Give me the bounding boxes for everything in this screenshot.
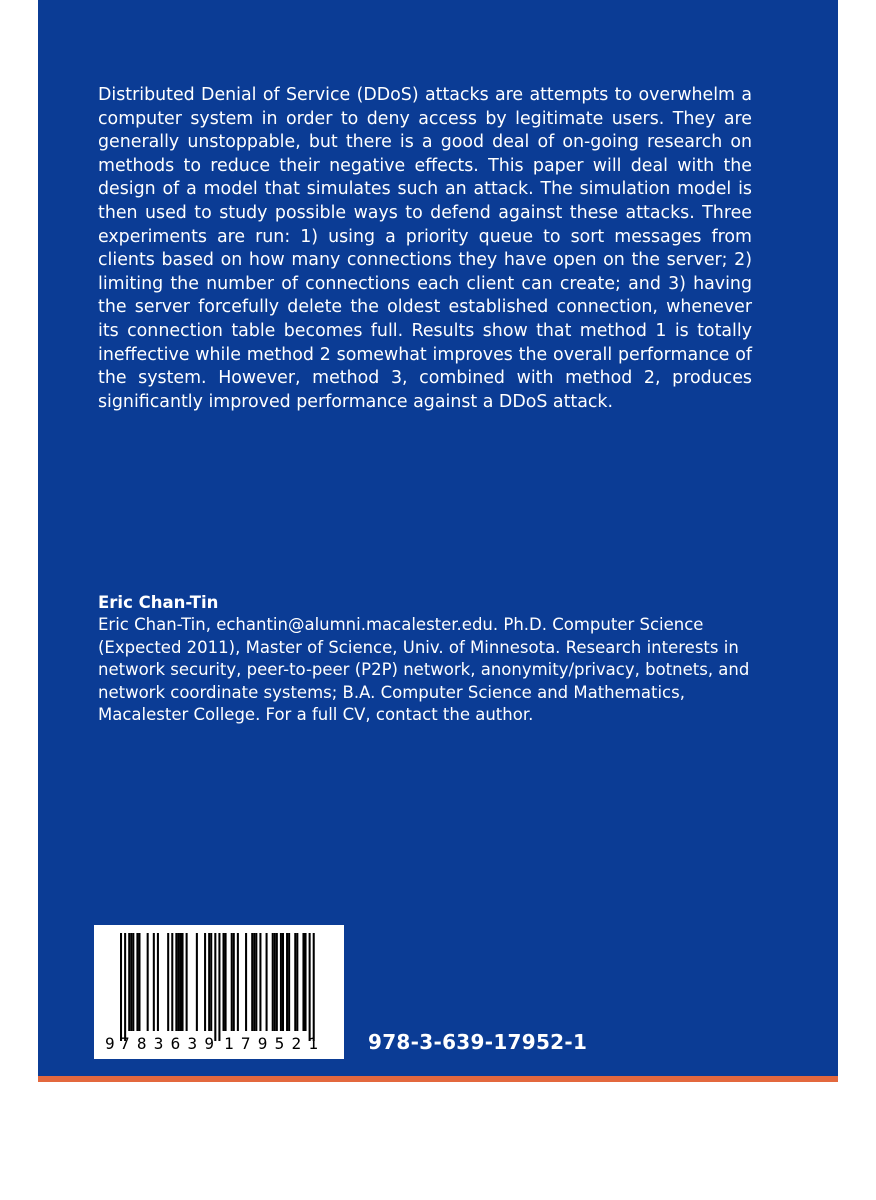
barcode-bar <box>305 933 307 1031</box>
barcode-guard-bar <box>120 933 122 1041</box>
author-bio: Eric Chan-Tin, echantin@alumni.macalester.edu. Ph.D. Computer Science (Expected 2011), Master of Science, Univ. of Minnesota. Research interests in network security, peer-to-peer (P2P) network, anonymity/privacy, botnets, and network coordinate systems; B.A. Computer Science and Mathematics, Macalester College. For a full CV, contact the author. <box>98 615 750 725</box>
barcode-bar <box>153 933 155 1031</box>
barcode-bar <box>128 933 130 1031</box>
isbn-label: 978-3-639-17952-1 <box>368 1030 588 1054</box>
barcode-guard-bar <box>124 933 126 1041</box>
barcode-bar <box>147 933 149 1031</box>
barcode-bar <box>266 933 268 1031</box>
barcode-bar <box>225 933 227 1031</box>
barcode-bar <box>179 933 181 1031</box>
barcode-bar <box>255 933 257 1031</box>
barcode-bar <box>231 933 233 1031</box>
barcode-bar <box>233 933 235 1031</box>
barcode-digits-left: 783639 <box>120 1034 214 1053</box>
barcode-digits-right: 179521 <box>224 1034 318 1053</box>
barcode-bar <box>132 933 134 1031</box>
barcode-bar <box>288 933 290 1031</box>
barcode-bar <box>196 933 198 1031</box>
barcode-bar <box>272 933 274 1031</box>
barcode-graphic <box>94 925 344 1059</box>
barcode-bar <box>210 933 212 1031</box>
barcode-guard-bar <box>214 933 216 1041</box>
barcode-bar <box>204 933 206 1031</box>
abstract-text: Distributed Denial of Service (DDoS) attacks are attempts to overwhelm a computer system in order to deny access by legitimate users. They are generally unstoppable, but there is a good deal of on-going research on methods to reduce their negative effects. This paper will deal with the design of a model that simulates such an attack. The simulation model is then used to study possible ways to defend against these attacks. Three experiments are run: 1) using a priority queue to sort messages from clients based on how many connections they have open on the server; 2) limiting the number of connections each client can create; and 3) having the server forcefully delete the oldest established connection, whenever its connection table becomes full. Results show that method 1 is totally ineffective while method 2 somewhat improves the overall performance of the system. However, method 3, combined with method 2, produces significantly improved performance against a DDoS attack. <box>98 85 752 412</box>
barcode-bar <box>138 933 140 1031</box>
barcode-bar <box>167 933 169 1031</box>
barcode-bar <box>296 933 298 1031</box>
barcode-bar <box>157 933 159 1031</box>
barcode-guard-bar <box>218 933 220 1041</box>
barcode-bar <box>237 933 239 1031</box>
barcode-bar <box>186 933 188 1031</box>
barcode-bar <box>208 933 210 1031</box>
barcode-bar <box>136 933 138 1031</box>
barcode-guard-bar <box>313 933 315 1041</box>
author-name: Eric Chan-Tin <box>98 593 219 612</box>
barcode-guard-bar <box>309 933 311 1041</box>
barcode-bar <box>294 933 296 1031</box>
barcode-bar <box>253 933 255 1031</box>
barcode-bar <box>245 933 247 1031</box>
barcode-bar <box>280 933 282 1031</box>
barcode-bar <box>175 933 177 1031</box>
barcode-bar <box>286 933 288 1031</box>
barcode-bar <box>302 933 304 1031</box>
barcode-bar <box>251 933 253 1031</box>
barcode-bar <box>274 933 276 1031</box>
barcode <box>94 925 344 1059</box>
barcode-bar <box>282 933 284 1031</box>
barcode-digit-lead: 9 <box>105 1034 115 1053</box>
barcode-bar <box>276 933 278 1031</box>
barcode-bar <box>182 933 184 1031</box>
bottom-accent-stripe <box>38 1076 838 1082</box>
barcode-bar <box>171 933 173 1031</box>
author-section <box>98 592 778 727</box>
barcode-bar <box>259 933 261 1031</box>
barcode-bar <box>130 933 132 1031</box>
barcode-bar <box>223 933 225 1031</box>
barcode-bar <box>177 933 179 1031</box>
